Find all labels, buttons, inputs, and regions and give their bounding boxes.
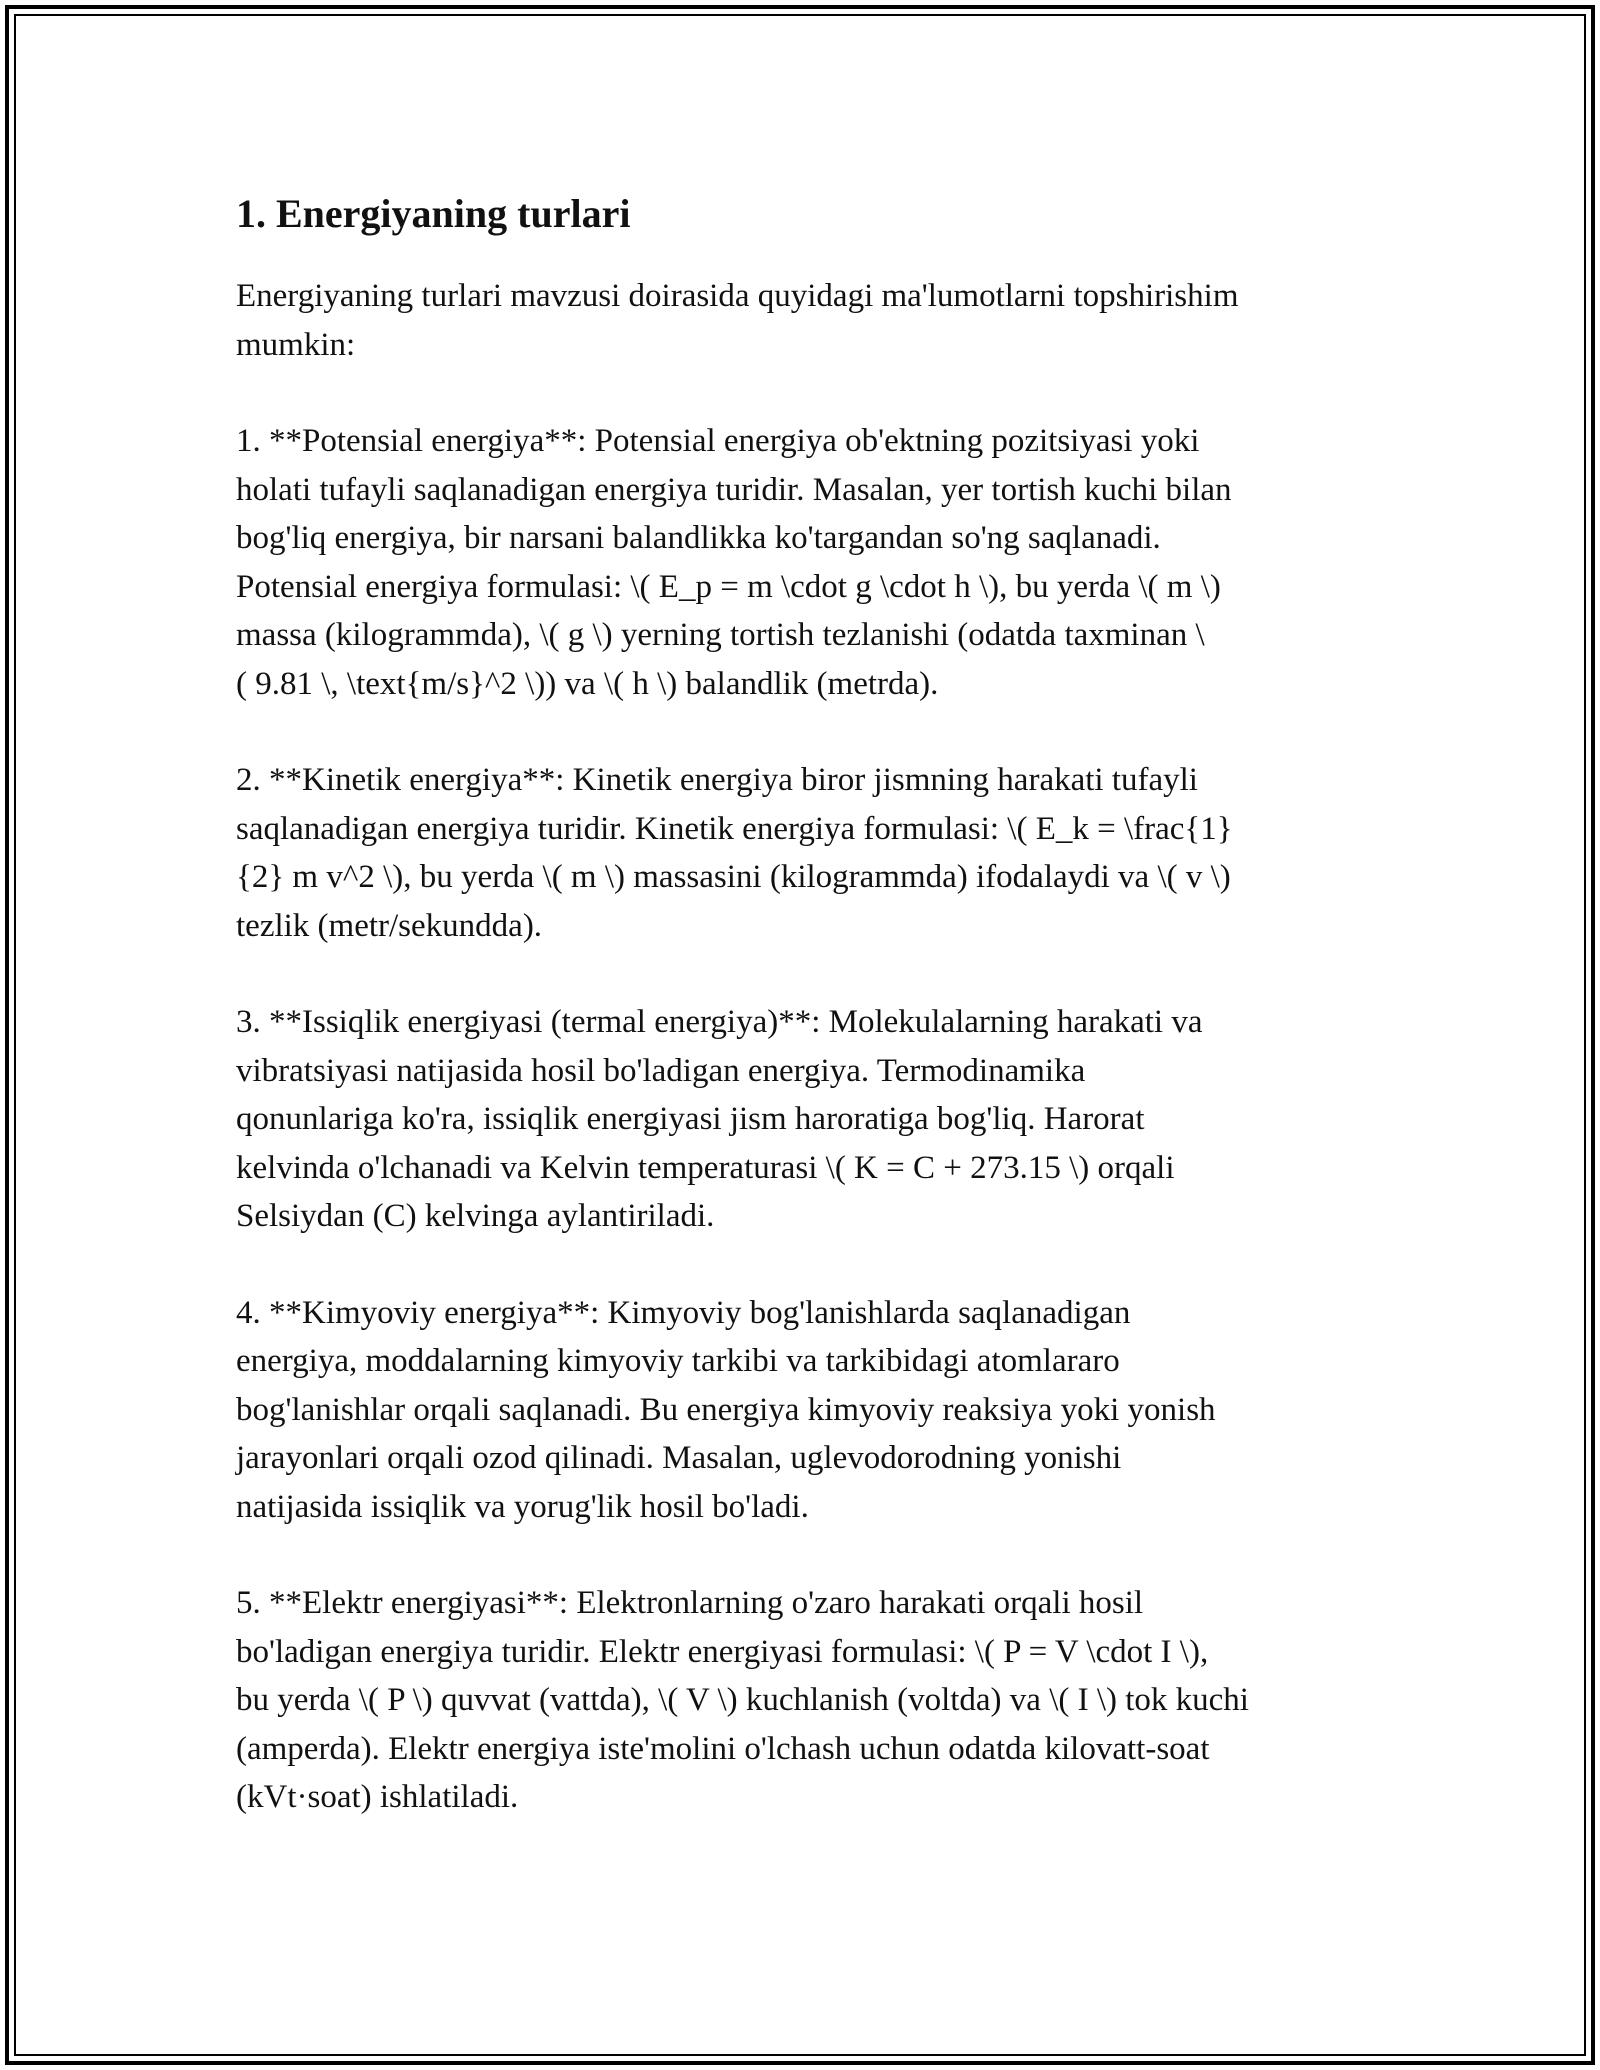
item-kinetic-energy: 2. **Kinetik energiya**: Kinetik energiya biror jismning harakati tufayli saqlanadigan energiya turidir. Kinetik energiya formulasi: \( E_k = \frac{1} {2} m v^2 \), bu yerda \( m \) massasini (kilogrammda) ifodalaydi va \( v \) tezlik (metr/sekundda).	[236, 762, 1233, 944]
document-body	[236, 186, 1366, 1870]
item-electric-energy: 5. **Elektr energiyasi**: Elektronlarning o'zaro harakati orqali hosil bo'ladigan energiya turidir. Elektr energiyasi formulasi: \( P = V \cdot I \), bu yerda \( P \) quvvat (vattda), \( V \) kuchlanish (voltda) va \( I \) tok kuchi (amperda). Elektr energiya iste'molini o'lchash uchun odatda kilovatt-soat (kVt·soat) ishlatiladi.	[236, 1585, 1249, 1815]
item-potential-energy: 1. **Potensial energiya**: Potensial energiya ob'ektning pozitsiyasi yoki holati tufayli saqlanadigan energiya turidir. Masalan, yer tortish kuchi bilan bog'liq energiya, bir narsani balandlikka ko'targandan so'ng saqlanadi. Potensial energiya formulasi: \( E_p = m \cdot g \cdot h \), bu yerda \( m \) massa (kilogrammda), \( g \) yerning tortish tezlanishi (odatda taxminan \ ( 9.81 \, \text{m/s}^2 \)) va \( h \) balandlik (metrda).	[236, 423, 1232, 702]
document-title: 1. Energiyaning turlari	[236, 191, 631, 236]
item-chemical-energy: 4. **Kimyoviy energiya**: Kimyoviy bog'lanishlarda saqlanadigan energiya, moddalarning kimyoviy tarkibi va tarkibidagi atomlararo bog'lanishlar orqali saqlanadi. Bu energiya kimyoviy reaksiya yoki yonish jarayonlari orqali ozod qilinadi. Masalan, uglevodorodning yonishi natijasida issiqlik va yorug'lik hosil bo'ladi.	[236, 1294, 1216, 1525]
intro-paragraph: Energiyaning turlari mavzusi doirasida quyidagi ma'lumotlarni topshirishim mumkin:	[236, 278, 1239, 363]
item-thermal-energy: 3. **Issiqlik energiyasi (termal energiya)**: Molekulalarning harakati va vibratsiyasi natijasida hosil bo'ladigan energiya. Termodinamika qonunlariga ko'ra, issiqlik energiyasi jism haroratiga bog'liq. Harorat kelvinda o'lchanadi va Kelvin temperaturasi \( K = C + 273.15 \) orqali Selsiydan (C) kelvinga aylantiriladi.	[236, 1004, 1203, 1234]
